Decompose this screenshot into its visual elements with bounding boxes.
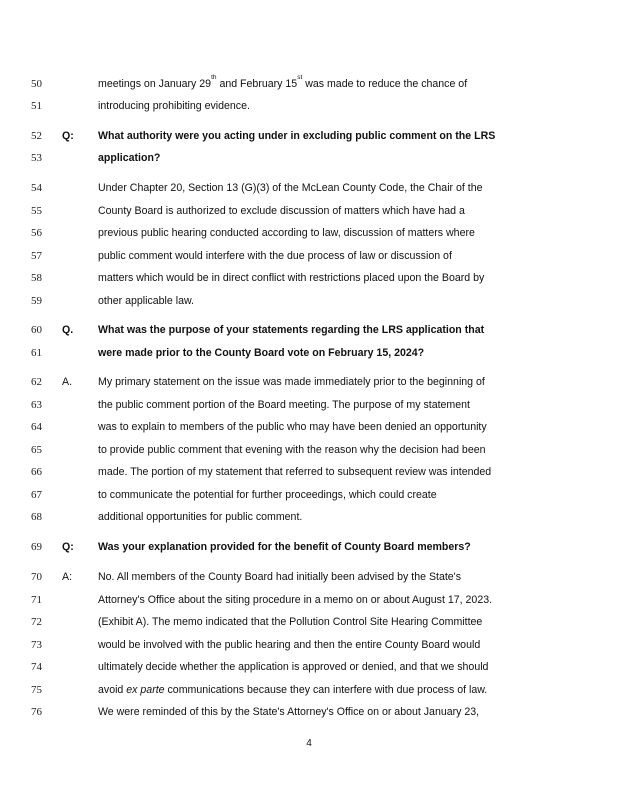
transcript-line bbox=[0, 463, 618, 481]
text-segment: avoid bbox=[98, 683, 127, 696]
line-number: 52 bbox=[31, 130, 42, 142]
transcript-line bbox=[0, 591, 618, 609]
line-number: 73 bbox=[31, 638, 42, 651]
transcript-line bbox=[0, 224, 618, 242]
line-text: was to explain to members of the public who may have been denied an opportunity bbox=[98, 421, 487, 433]
line-text bbox=[98, 75, 467, 93]
line-number: 64 bbox=[31, 421, 42, 433]
transcript-line bbox=[0, 703, 618, 721]
line-number: 68 bbox=[31, 511, 42, 523]
line-text: introducing prohibiting evidence. bbox=[98, 100, 250, 112]
line-text: County Board is authorized to exclude discussion of matters which have had a bbox=[98, 204, 465, 217]
text-segment: and February 15 bbox=[216, 78, 298, 90]
line-number: 67 bbox=[31, 488, 42, 501]
line-text: We were reminded of this by the State's Attorney's Office on or about January 23, bbox=[98, 706, 480, 718]
line-number: 55 bbox=[31, 204, 42, 217]
line-number: 51 bbox=[31, 100, 42, 112]
line-text: the public comment portion of the Board meeting. The purpose of my statement bbox=[98, 398, 470, 411]
line-text: Attorney's Office about the siting procedure in a memo on or about August 17, 2023. bbox=[98, 593, 493, 606]
line-number: 66 bbox=[31, 466, 42, 478]
transcript-line bbox=[0, 75, 618, 93]
text-segment: was made to reduce the chance of bbox=[302, 78, 468, 90]
line-number: 60 bbox=[31, 324, 42, 336]
line-number: 63 bbox=[31, 398, 42, 411]
line-text: No. All members of the County Board had initially been advised by the State's bbox=[98, 571, 462, 583]
line-number: 65 bbox=[31, 443, 42, 456]
transcript-line bbox=[0, 538, 618, 556]
question-label: Q: bbox=[62, 541, 74, 553]
transcript-line bbox=[0, 568, 618, 586]
line-number: 58 bbox=[31, 272, 42, 284]
transcript-line bbox=[0, 247, 618, 265]
transcript-line bbox=[0, 202, 618, 220]
transcript-line bbox=[0, 149, 618, 167]
line-number: 70 bbox=[31, 571, 42, 583]
line-number: 50 bbox=[31, 78, 42, 90]
transcript-line bbox=[0, 292, 618, 310]
text-segment: meetings on January 29 bbox=[98, 78, 212, 90]
line-text: other applicable law. bbox=[98, 294, 194, 307]
line-number: 72 bbox=[31, 616, 42, 628]
line-number: 75 bbox=[31, 683, 42, 696]
line-number: 57 bbox=[31, 249, 42, 262]
line-text bbox=[98, 681, 487, 699]
transcript-line bbox=[0, 636, 618, 654]
transcript-line bbox=[0, 613, 618, 631]
text-segment: communications because they can interfere with due process of law. bbox=[164, 683, 488, 696]
line-text: to provide public comment that evening with the reason why the decision had been bbox=[98, 443, 486, 456]
latin-term: ex parte bbox=[126, 683, 165, 696]
question-label: Q. bbox=[62, 324, 74, 336]
transcript-line bbox=[0, 486, 618, 504]
question-text: were made prior to the County Board vote on February 15, 2024? bbox=[98, 346, 425, 359]
line-text: (Exhibit A). The memo indicated that the Pollution Control Site Hearing Committee bbox=[98, 616, 483, 628]
line-number: 53 bbox=[31, 152, 42, 164]
question-text: Was your explanation provided for the benefit of County Board members? bbox=[98, 541, 471, 553]
line-text: would be involved with the public hearing and then the entire County Board would bbox=[98, 638, 481, 651]
transcript-line bbox=[0, 269, 618, 287]
line-number: 61 bbox=[31, 346, 42, 359]
transcript-line bbox=[0, 321, 618, 339]
ordinal-superscript: st bbox=[297, 74, 303, 81]
line-text: matters which would be in direct conflict with restrictions placed upon the Board by bbox=[98, 272, 485, 284]
line-number: 76 bbox=[31, 706, 42, 718]
transcript-line bbox=[0, 373, 618, 391]
transcript-line bbox=[0, 658, 618, 676]
line-text: Under Chapter 20, Section 13 (G)(3) of the McLean County Code, the Chair of the bbox=[98, 182, 483, 194]
transcript-line bbox=[0, 418, 618, 436]
transcript-line bbox=[0, 508, 618, 526]
line-number: 62 bbox=[31, 376, 42, 388]
line-number: 69 bbox=[31, 541, 42, 553]
line-number: 56 bbox=[31, 227, 42, 239]
line-text: made. The portion of my statement that referred to subsequent review was intended bbox=[98, 466, 492, 478]
transcript-line bbox=[0, 127, 618, 145]
page-number: 4 bbox=[306, 738, 312, 749]
line-number: 74 bbox=[31, 661, 42, 673]
line-text: previous public hearing conducted according to law, discussion of matters where bbox=[98, 227, 475, 239]
line-number: 59 bbox=[31, 294, 42, 307]
question-label: Q: bbox=[62, 130, 74, 142]
transcript-line bbox=[0, 97, 618, 115]
transcript-line bbox=[0, 441, 618, 459]
question-text: What was the purpose of your statements regarding the LRS application that bbox=[98, 324, 485, 336]
line-text: to communicate the potential for further proceedings, which could create bbox=[98, 488, 437, 501]
line-number: 71 bbox=[31, 593, 42, 606]
line-text: public comment would interfere with the due process of law or discussion of bbox=[98, 249, 452, 262]
transcript-line bbox=[0, 179, 618, 197]
transcript-line bbox=[0, 344, 618, 362]
ordinal-superscript: th bbox=[211, 74, 217, 81]
transcript-line bbox=[0, 681, 618, 699]
question-text: What authority were you acting under in excluding public comment on the LRS bbox=[98, 130, 496, 142]
line-text: ultimately decide whether the application is approved or denied, and that we should bbox=[98, 661, 489, 673]
answer-label: A: bbox=[62, 571, 73, 583]
answer-label: A. bbox=[62, 376, 73, 388]
line-number: 54 bbox=[31, 182, 42, 194]
question-text: application? bbox=[98, 152, 161, 164]
transcript-line bbox=[0, 396, 618, 414]
line-text: My primary statement on the issue was made immediately prior to the beginning of bbox=[98, 376, 485, 388]
line-text: additional opportunities for public comment. bbox=[98, 511, 303, 523]
